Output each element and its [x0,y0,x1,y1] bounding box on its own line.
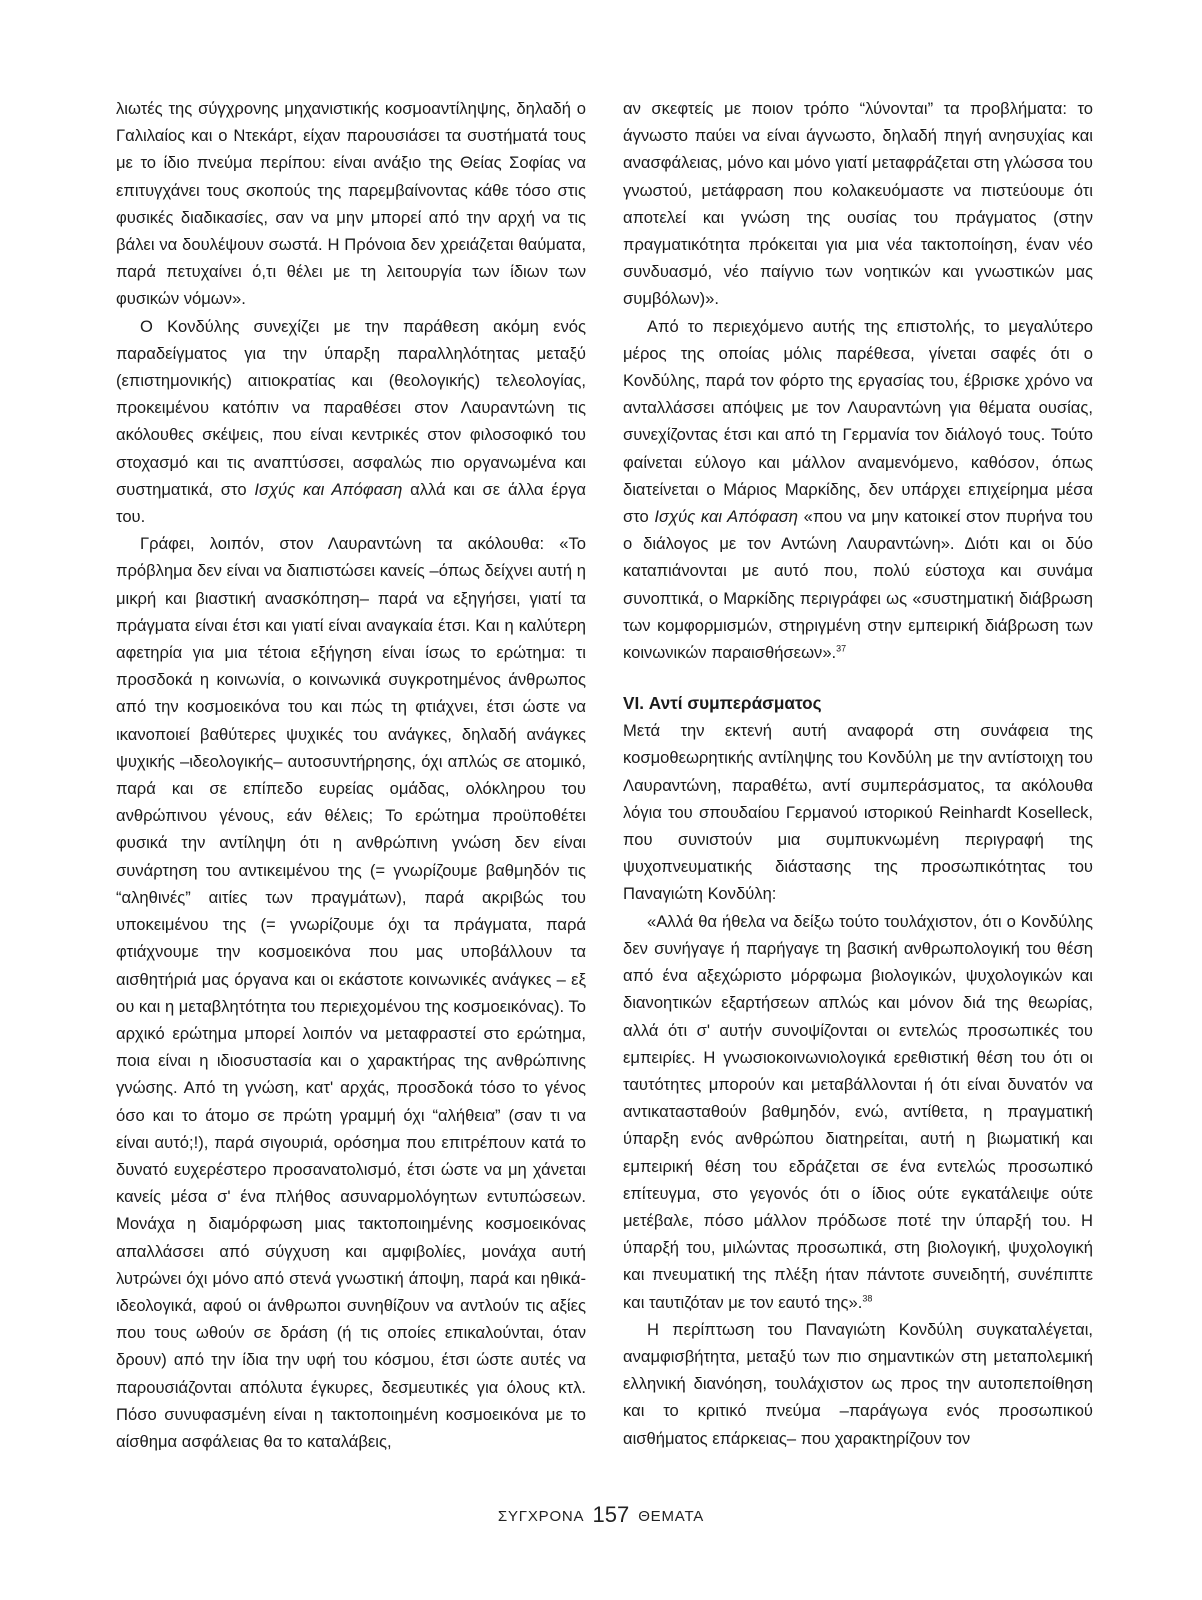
paragraph-galileo-descartes: λιωτές της σύγχρονης μηχανιστικής κοσμοαντίληψης, δηλαδή ο Γαλιλαίος και ο Ντεκάρτ, είχαν παρουσιάσει τα συστήματά τους με το ίδιο πνεύμα περίπου: είναι ανάξιο της Θείας Σοφίας να επιτυγχάνει τους σκοπούς της παρεμβαίνοντας κάθε τόσο στις φυσικές διαδικασίες, σαν να μην μπορεί από την αρχή να τις βάλει να δουλέψουν σωστά. Η Πρόνοια δεν χρειάζεται θαύματα, παρά πετυχαίνει ό,τι θέλει με τη λειτουργία των ίδιων των φυσικών νόμων». [116,99,586,309]
page-footer [0,1502,1202,1528]
page-number: 157 [592,1502,630,1527]
text-segment: «που να μην κατοικεί στον πυρήνα του ο διάλογος με τον Αντώνη Λαυραντώνη». Διότι και οι δύο καταπιάνονται με αυτό που, πολύ εύστοχα και συνάμα συνοπτικά, ο Μαρκίδης περιγράφει ως «συστηματική διάβρωση των κομφορμισμών, στηριγμένη στην εμπειρική διάβρωση των κοινωνικών παραισθήσεων». [623,507,1094,663]
paragraph-letter-content [623,313,1093,667]
left-column [116,95,586,1455]
paragraph-koselleck-quote [623,908,1093,1316]
paragraph-letter-quote: Γράφει, λοιπόν, στον Λαυραντώνη τα ακόλουθα: «Το πρόβλημα δεν είναι να διαπιστώσει κανείς –όπως δείχνει αυτή η μικρή και βιαστική ανασκόπηση– παρά να εξηγήσει, γιατί τα πράγματα είναι έτσι και γιατί είναι αναγκαία έτσι. Και η καλύτερη αφετηρία για μια τέτοια εξήγηση είναι ίσως το ερώτημα: τι προσδοκά η κοινωνία, ο κοινωνικά συγκροτημένος άνθρωπος από την κοσμοεικόνα του και πώς τη φτιάχνει, έτσι ώστε να ικανοποιεί βαθύτερες ψυχικές του ανάγκες, δηλαδή ανάγκες ψυχικής –ιδεολογικής– αυτοσυντήρησης, όχι απλώς σε ατομικό, παρά και σε επίπεδο ευρείας ομάδας, ολόκληρου του ανθρώπινου γένους, εάν θέλεις; Το ερώτημα προϋποθέτει φυσικά την αντίληψη ότι η ανθρώπινη γνώση δεν είναι συνάρτηση του αντικειμένου της (= γνωρίζουμε βαθμηδόν τις “αληθινές” αιτίες των πραγμάτων), παρά ακριβώς του υποκειμένου της (= γνωρίζουμε όχι τα πράγματα, παρά φτιάχνουμε την κοσμοεικόνα που μας υποβάλλουν τα αισθητήριά μας όργανα και οι εκάστοτε κοινωνικές ανάγκες – εξ ου και η μεταβλητότητα του περιεχομένου της κοσμοεικόνας). Το αρχικό ερώτημα μπορεί λοιπόν να μεταφραστεί στο ερώτημα, ποια είναι η ιδιοσυστασία και ο χαρακτήρας της ανθρώπινης γνώσης. Από τη γνώση, κατ' αρχάς, προσδοκά τόσο το γένος όσο και το άτομο σε πρώτη γραμμή όχι “αλήθεια” (σαν τι να είναι αυτό;!), παρά σιγουριά, ορόσημα που επιτρέπουν κατά το δυνατό ευχερέστερο προσανατολισμό, έτσι ώστε να μη χάνεται κανείς μέσα σ' ένα πλήθος ασυναρμολόγητων εντυπώσεων. Μονάχα η διαμόρφωση μιας τακτοποιημένης κοσμοεικόνας απαλλάσσει από σύγχυση και αμφιβολίες, μονάχα αυτή λυτρώνει όχι μόνο από στενά γνωστική άποψη, παρά και ηθικά-ιδεολογικά, αφού οι άνθρωποι συνηθίζουν να αντλούν τις αξίες που τους ωθούν σε δράση (ή τις οποίες επικαλούνται, όταν δρουν) από την ίδια την υφή του κόσμου, έτσι ώστε αυτές να παρουσιάζονται απόλυτα έγκυρες, δεσμευτικές για όλους κτλ. Πόσο συνυφασμένη είναι η τακτοποιημένη κοσμοεικόνα με το αίσθημα ασφάλειας θα το καταλάβεις, [116,534,586,1451]
text-segment: Από το περιεχόμενο αυτής της επιστολής, το μεγαλύτερο μέρος της οποίας μόλις παρέθεσα, γίνεται σαφές ότι ο Κονδύλης, παρά τον φόρτο της εργασίας του, έβρισκε χρόνο να ανταλλάσσει απόψεις με τον Λαυραντώνη για θέματα ουσίας, συνεχίζοντας έτσι και από τη Γερμανία τον διάλογό τους. Τούτο φαίνεται εύλογο και μάλλον αναμενόμενο, καθόσον, όπως διατείνεται ο Μάριος Μαρκίδης, δεν υπάρχει επιχείρημα μέσα στο [623,316,1093,527]
footnote-ref-37: 37 [836,643,847,654]
book-title-italic: Ισχύς και Απόφαση [254,479,403,499]
section-heading: VI. Αντί συμπεράσματος [623,693,822,714]
paragraph-kondylis-continues [116,313,586,531]
footer-journal-left: ΣΥΓΧΡΟΝΑ [497,1508,584,1525]
paragraph-kondylis-case: Η περίπτωση του Παναγιώτη Κονδύλη συγκαταλέγεται, αναμφισβήτητα, μεταξύ των πιο σημαντικών στη μεταπολεμική ελληνική διανόηση, τουλάχιστον ως προς την αυτοπεποίθηση και το κριτικό πνεύμα –παράγωγα ενός προσωπικού αισθήματος επάρκειας– που χαρακτηρίζουν τον [623,1319,1093,1448]
right-column [623,95,1093,1452]
footnote-ref-38: 38 [862,1293,873,1303]
text-segment: Ο Κονδύλης συνεχίζει με την παράθεση ακόμη ενός παραδείγματος για την ύπαρξη παραλληλότητας μεταξύ (επιστημονικής) αιτιοκρατίας και (θεολογικής) τελεολογίας, προκειμένου κατόπιν να παραθέσει στον Λαυραντώνη τις ακόλουθες σκέψεις, που είναι κεντρικές στον φιλοσοφικό του στοχασμό και τις αναπτύσσει, ασφαλώς πιο οργανωμένα και συστηματικά, στο [116,316,586,499]
text-segment: «Αλλά θα ήθελα να δείξω τούτο τουλάχιστον, ότι ο Κονδύλης δεν συνήγαγε ή παρήγαγε τη βασική ανθρωπολογική του θέση από ένα αξεχώριστο μόρφωμα βιολογικών, ψυχολογικών και διανοητικών εξαρτήσεων απλώς και μόνον διά της θεωρίας, αλλά ότι σ' αυτήν συνοψίζονται οι εντελώς προσωπικές του εμπειρίες. Η γνωσιοκοινωνιολογικά ερεθιστική θέση του ότι οι ταυτότητες μπορούν και μεταβάλλονται ή ότι είναι δυνατόν να αντικατασταθούν βαθμηδόν, ενώ, αντίθετα, η πραγματική ύπαρξη ενός ανθρώπου διατηρείται, αυτή η βιωματική και εμπειρική θέση του εδράζεται σε ένα εντελώς προσωπικό επίτευγμα, στο γεγονός ότι ο ίδιος ούτε εγκατάλειψε ούτε μετέβαλε, πόσο μάλλον πρόδωσε ποτέ την ύπαρξή του. Η ύπαρξή του, μιλώντας προσωπικά, στη βιολογική, ψυχολογική και πνευματική της πλέξη ήταν πάντοτε συνειδητή, συνέπιπτε και ταυτιζόταν με τον εαυτό της». [623,911,1093,1312]
paragraph-conclusion-intro: Μετά την εκτενή αυτή αναφορά στη συνάφεια της κοσμοθεωρητικής αντίληψης του Κονδύλη με την αντίστοιχη του Λαυραντώνη, παραθέτω, αντί συμπεράσματος, τα ακόλουθα λόγια του σπουδαίου Γερμανού ιστορικού Reinhardt Koselleck, που συνιστούν μια συμπυκνωμένη περιγραφή της ψυχοπνευματικής διάστασης της προσωπικότητας του Παναγιώτη Κονδύλη: [623,721,1093,904]
book-title-italic: Ισχύς και Απόφαση [654,507,799,527]
paragraph-letter-quote-end: αν σκεφτείς με ποιον τρόπο “λύνονται” τα προβλήματα: το άγνωστο παύει να είναι άγνωστο, δηλαδή πηγή ανησυχίας και ανασφάλειας, μόνο και μόνο γιατί μεταφράζεται στη γλώσσα του γνωστού, μετάφραση που κολακευόμαστε να πιστεύουμε ότι αποτελεί και γνώση της ουσίας του πράγματος (στην πραγματικότητα πρόκειται για μια νέα τακτοποίηση, έναν νέο συνδυασμό, νέο παίγνιο των νοητικών και γνωστικών μας συμβόλων)». [623,99,1093,309]
text-segment: αλλά και σε άλλα έργα του. [116,479,587,527]
footer-journal-right: ΘΕΜΑΤΑ [638,1508,705,1525]
